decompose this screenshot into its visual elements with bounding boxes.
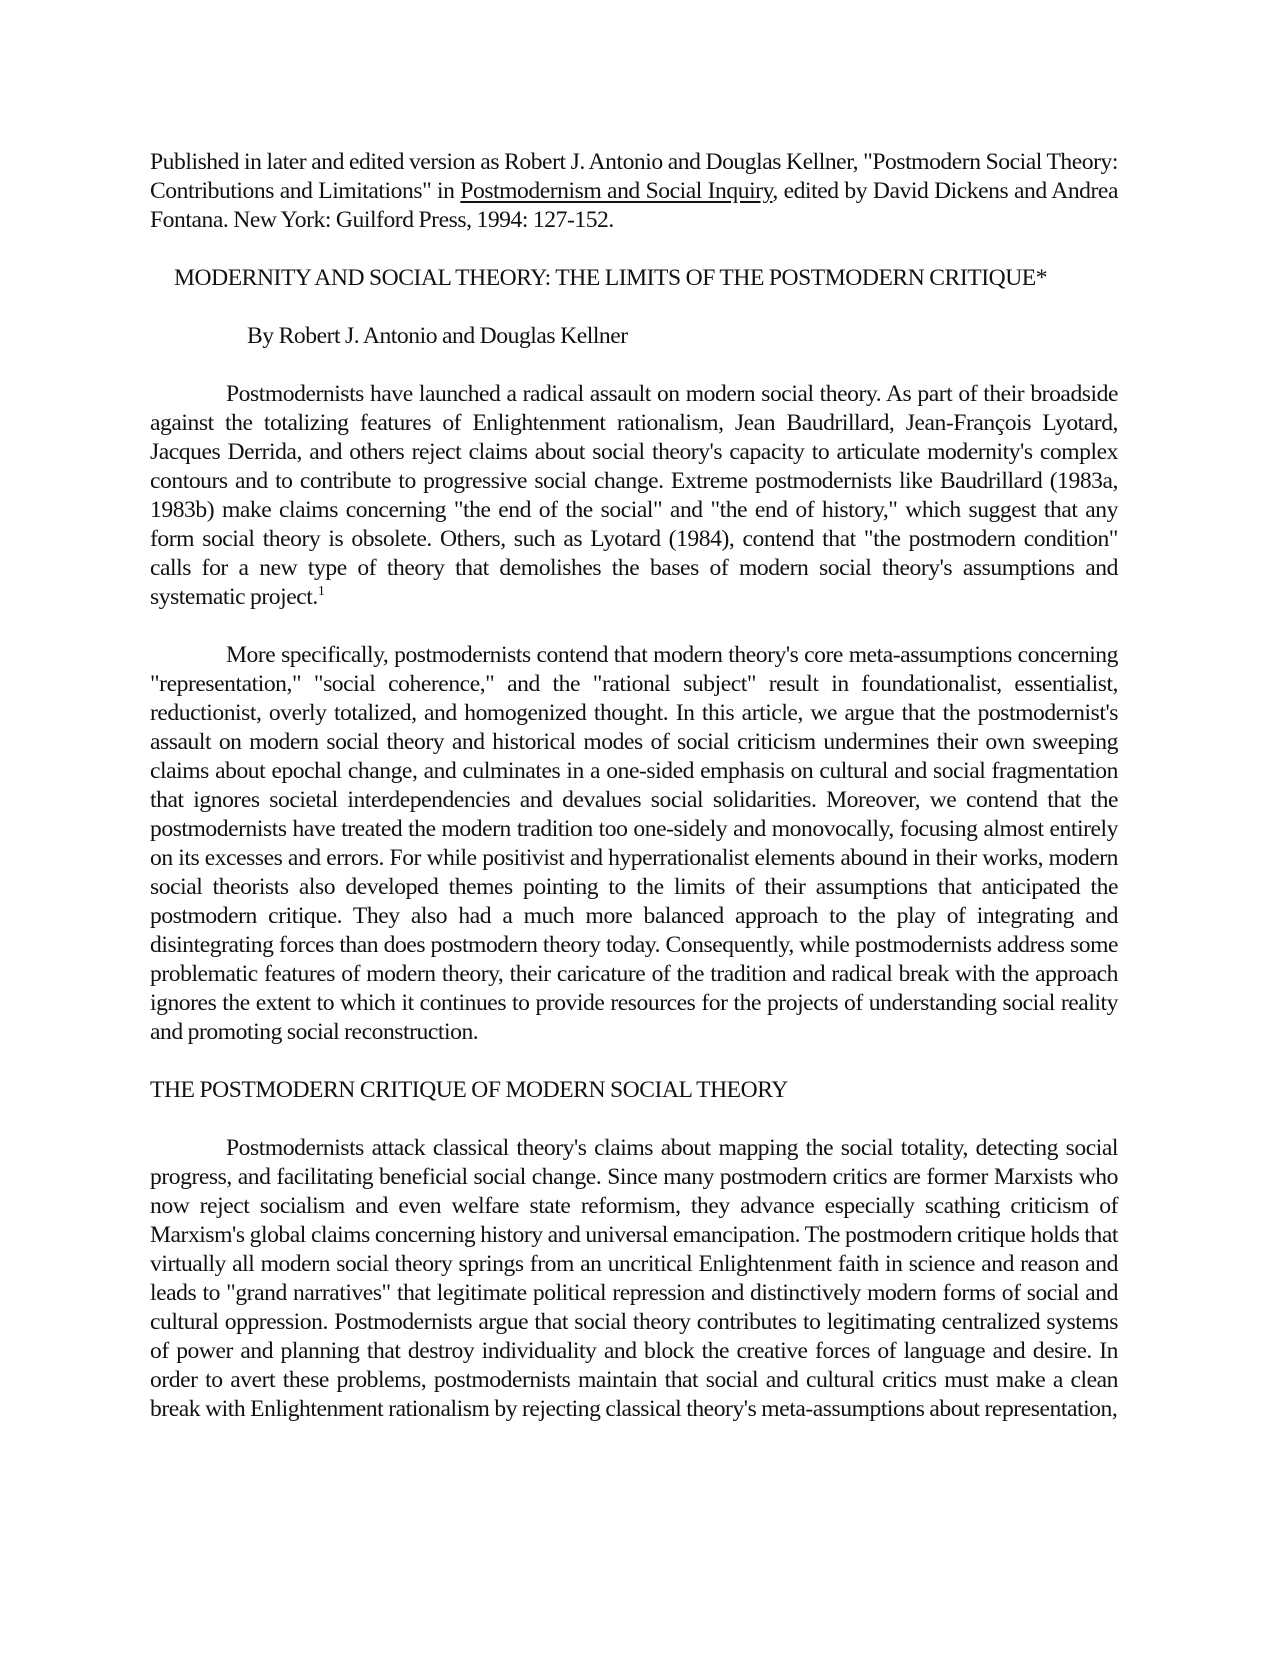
article-title: MODERNITY AND SOCIAL THEORY: THE LIMITS OF THE POSTMODERN CRITIQUE* [174,265,1048,291]
publication-note [150,148,1118,235]
document-page [150,148,1118,1424]
byline: By Robert J. Antonio and Douglas Kellner [247,323,628,349]
body-paragraph-2: More specifically, postmodernists contend that modern theory's core meta-assumptions concerning "representation," "social coherence," and the "rational subject" result in foundationalist, essentialist, reductionist, overly totalized, and homogenized thought. In this article, we argue that the postmodernist's assault on modern social theory and historical modes of social criticism undermines their own sweeping claims about epochal change, and culminates in a one-sided emphasis on cultural and social fragmentation that ignores societal interdependencies and devalues social solidarities. Moreover, we contend that the postmodernists have treated the modern tradition too one-sidely and monovocally, focusing almost entirely on its excesses and errors. For while positivist and hyperrationalist elements abound in their works, modern social theorists also developed themes pointing to the limits of their assumptions that anticipated the postmodern critique. They also had a much more balanced approach to the play of integrating and disintegrating forces than does postmodern theory today. Consequently, while postmodernists address some problematic features of modern theory, their caricature of the tradition and radical break with the approach ignores the extent to which it continues to provide resources for the projects of understanding social reality and promoting social reconstruction. [150,642,1118,1045]
publication-note-text: Published in later and edited version as Robert J. Antonio and Douglas Kellner, "Postmodern Social Theory: Contributions and Limitations" in [150,149,1118,204]
book-title: Postmodernism and Social Inquiry [460,178,773,204]
publication-note-details: , edited by David Dickens and Andrea Fontana. New York: Guilford Press, 1994: 127-152. [150,178,1118,233]
section-heading: THE POSTMODERN CRITIQUE OF MODERN SOCIAL THEORY [150,1077,788,1103]
footnote-marker[interactable]: 1 [317,584,325,599]
body-paragraph-3: Postmodernists attack classical theory's claims about mapping the social totality, detecting social progress, and facilitating beneficial social change. Since many postmodern critics are former Marxists who now reject socialism and even welfare state reformism, they advance especially scathing criticism of Marxism's global claims concerning history and universal emancipation. The postmodern critique holds that virtually all modern social theory springs from an uncritical Enlightenment faith in science and reason and leads to "grand narratives" that legitimate political repression and distinctively modern forms of social and cultural oppression. Postmodernists argue that social theory contributes to legitimating centralized systems of power and planning that destroy individuality and block the creative forces of language and desire. In order to avert these problems, postmodernists maintain that social and cultural critics must make a clean break with Enlightenment rationalism by rejecting classical theory's meta-assumptions about representation, [150,1135,1118,1422]
paragraph-text: Postmodernists have launched a radical assault on modern social theory. As part of their broadside against the totalizing features of Enlightenment rationalism, Jean Baudrillard, Jean-François Lyotard, Jacques Derrida, and others reject claims about social theory's capacity to articulate modernity's complex contours and to contribute to progressive social change. Extreme postmodernists like Baudrillard (1983a, 1983b) make claims concerning "the end of the social" and "the end of history," which suggest that any form social theory is obsolete. Others, such as Lyotard (1984), contend that "the postmodern condition" calls for a new type of theory that demolishes the bases of modern social theory's assumptions and systematic project. [150,381,1118,610]
body-paragraph-1 [150,380,1118,612]
